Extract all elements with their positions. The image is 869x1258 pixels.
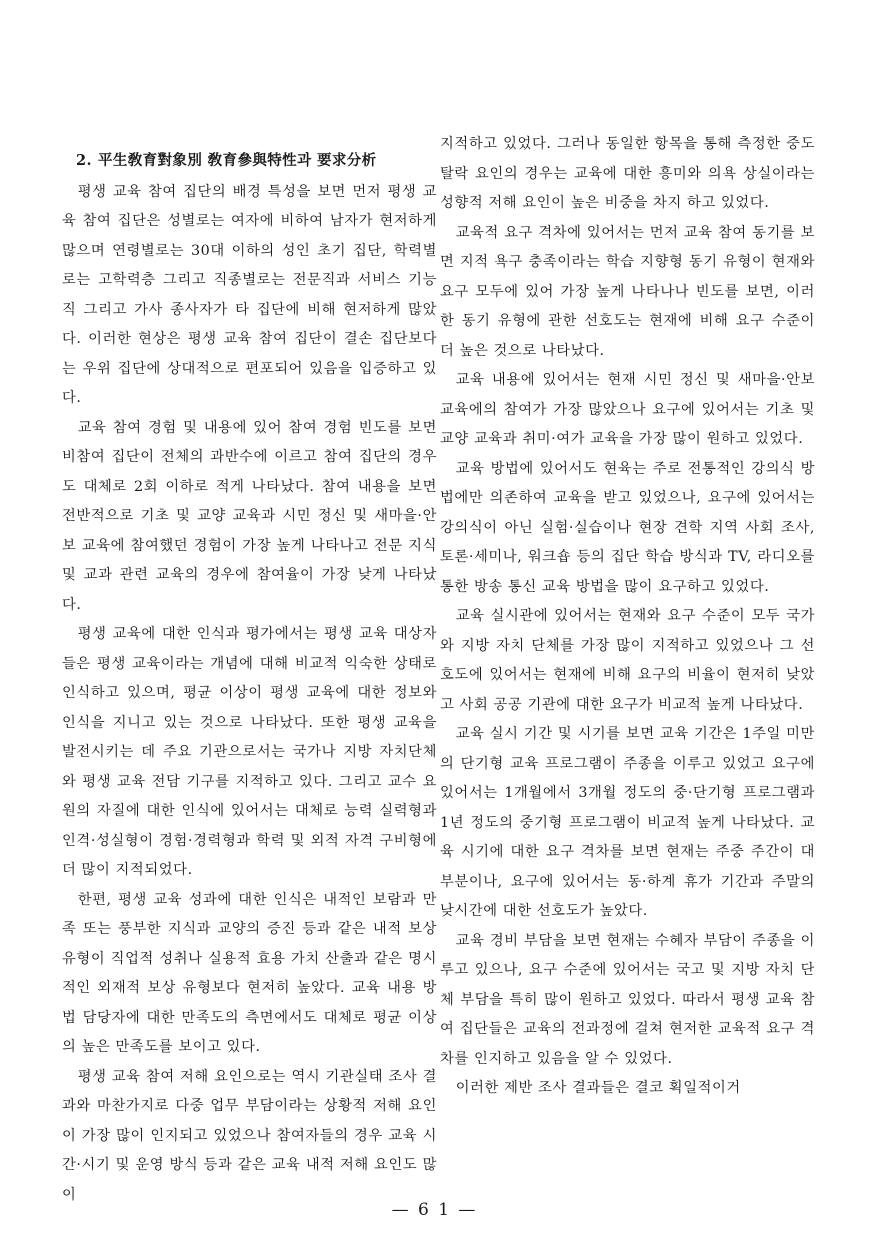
paragraph: 평생 교육 참여 저해 요인으로는 역시 기관실태 조사 결과와 마찬가지로 다중 업무 부담이라는 상황적 저해 요인이 가장 많이 인지되고 있었으나 참여자들의 경우 교육 시간·시기 및 운영 방식 등과 같은 교육 내적 저해 요인도 많이 [62, 1068, 437, 1203]
paragraph: 교육 방법에 있어서도 현육는 주로 전통적인 강의식 방법에만 의존하여 교육을 받고 있었으나, 요구에 있어서는 강의식이 아닌 실험·실습이나 현장 견학 지역 사회 조사, 토론·세미나, 워크숍 등의 집단 학습 방식과 TV, 라디오를 통한 방송 통신 교육 방법을 많이 요구하고 있었다. [440, 460, 815, 595]
section-heading [62, 146, 437, 176]
paragraph: 평생 교육에 대한 인식과 평가에서는 평생 교육 대상자들은 평생 교육이라는 개념에 대해 비교적 익숙한 상태로 인식하고 있으며, 평균 이상이 평생 교육에 대한 정보와 인식을 지니고 있는 것으로 나타났다. 또한 평생 교육을 발전시키는 데 주요 기관으로서는 국가나 지방 자치단체와 평생 교육 전담 기구를 지적하고 있다. 그리고 교수 요원의 자질에 대한 인식에 있어서는 대체로 능력 실력형과 인격·성실형이 경험·경력형과 학력 및 외적 자격 구비형에 더 많이 지적되었다. [62, 626, 437, 878]
paragraph: 교육 경비 부담을 보면 현재는 수혜자 부담이 주종을 이루고 있으나, 요구 수준에 있어서는 국고 및 지방 자치 단체 부담을 특히 많이 원하고 있었다. 따라서 평생 교육 참여 집단들은 교육의 전과정에 걸쳐 현저한 교육적 요구 격차를 인지하고 있음을 알 수 있었다. [440, 932, 815, 1067]
paragraph: 지적하고 있었다. 그러나 동일한 항목을 통해 측정한 중도 탈락 요인의 경우는 교육에 대한 흥미와 의욕 상실이라는 성향적 저해 요인이 높은 비중을 차지 하고 있었다. [440, 136, 815, 211]
section-number: 2. [76, 152, 92, 169]
paragraph: 평생 교육 참여 집단의 배경 특성을 보면 먼저 평생 교육 참여 집단은 성별로는 여자에 비하여 남자가 현저하게 많으며 연령별로는 30대 이하의 성인 초기 집단, 학력별로는 고학력층 그리고 직종별로는 전문직과 서비스 기능직 그리고 가사 종사자가 타 집단에 비해 현저하게 많았다. 이러한 현상은 평생 교육 참여 집단이 결손 집단보다는 우위 집단에 상대적으로 편포되어 있음을 입증하고 있다. [62, 183, 437, 406]
paragraph: 교육 실시 기간 및 시기를 보면 교육 기간은 1주일 미만의 단기형 교육 프로그램이 주종을 이루고 있었고 요구에 있어서는 1개월에서 3개월 정도의 중·단기형 프로그램과 1년 정도의 중기형 프로그램이 비교적 높게 나타났다. 교육 시기에 대한 요구 격차를 보면 현재는 주중 주간이 대부분이나, 요구에 있어서는 동·하계 휴가 기간과 주말의 낮시간에 대한 선호도가 높았다. [440, 726, 815, 919]
paragraph: 교육 내용에 있어서는 현재 시민 정신 및 새마을·안보 교육에의 참여가 가장 많았으나 요구에 있어서는 기초 및 교양 교육과 취미·여가 교육을 가장 많이 원하고 있었다. [440, 372, 815, 447]
left-column [62, 146, 437, 1210]
page-number: — 6 1 — [391, 1200, 478, 1220]
section-title: 平生敎育對象別 敎育參與特性과 要求分析 [97, 152, 377, 169]
paragraph: 교육적 요구 격차에 있어서는 먼저 교육 참여 동기를 보면 지적 욕구 충족이라는 학습 지향형 동기 유형이 현재와 요구 모두에 있어 가장 높게 나타나나 빈도를 보면, 이러한 동기 유형에 관한 선호도는 현재에 비해 요구 수준이 더 높은 것으로 나타났다. [440, 224, 815, 359]
paragraph: 이러한 제반 조사 결과들은 결코 획일적이거 [455, 1080, 741, 1096]
paragraph: 교육 참여 경험 및 내용에 있어 참여 경험 빈도를 보면 비참여 집단이 전체의 과반수에 이르고 참여 집단의 경우도 대체로 2회 이하로 적게 나타났다. 참여 내용을 보면 전반적으로 기초 및 교양 교육과 시민 정신 및 새마을·안보 교육에 참여했던 경험이 가장 높게 나타나고 전문 지식 및 교과 관련 교육의 경우에 참여율이 가장 낮게 나타났다. [62, 419, 437, 613]
right-column [440, 130, 815, 1104]
paragraph: 한편, 평생 교육 성과에 대한 인식은 내적인 보람과 만족 또는 풍부한 지식과 교양의 증진 등과 같은 내적 보상 유형이 직업적 성취나 실용적 효용 가치 산출과 같은 명시적인 외재적 보상 유형보다 현저히 높았다. 교육 내용 방법 담당자에 대한 만족도의 측면에서도 대체로 평균 이상의 높은 만족도를 보이고 있다. [62, 891, 437, 1055]
paragraph: 교육 실시관에 있어서는 현재와 요구 수준이 모두 국가와 지방 자치 단체를 가장 많이 지적하고 있었으나 그 선호도에 있어서는 현재에 비해 요구의 비율이 현저히 낮았고 사회 공공 기관에 대한 요구가 비교적 높게 나타났다. [440, 608, 815, 713]
